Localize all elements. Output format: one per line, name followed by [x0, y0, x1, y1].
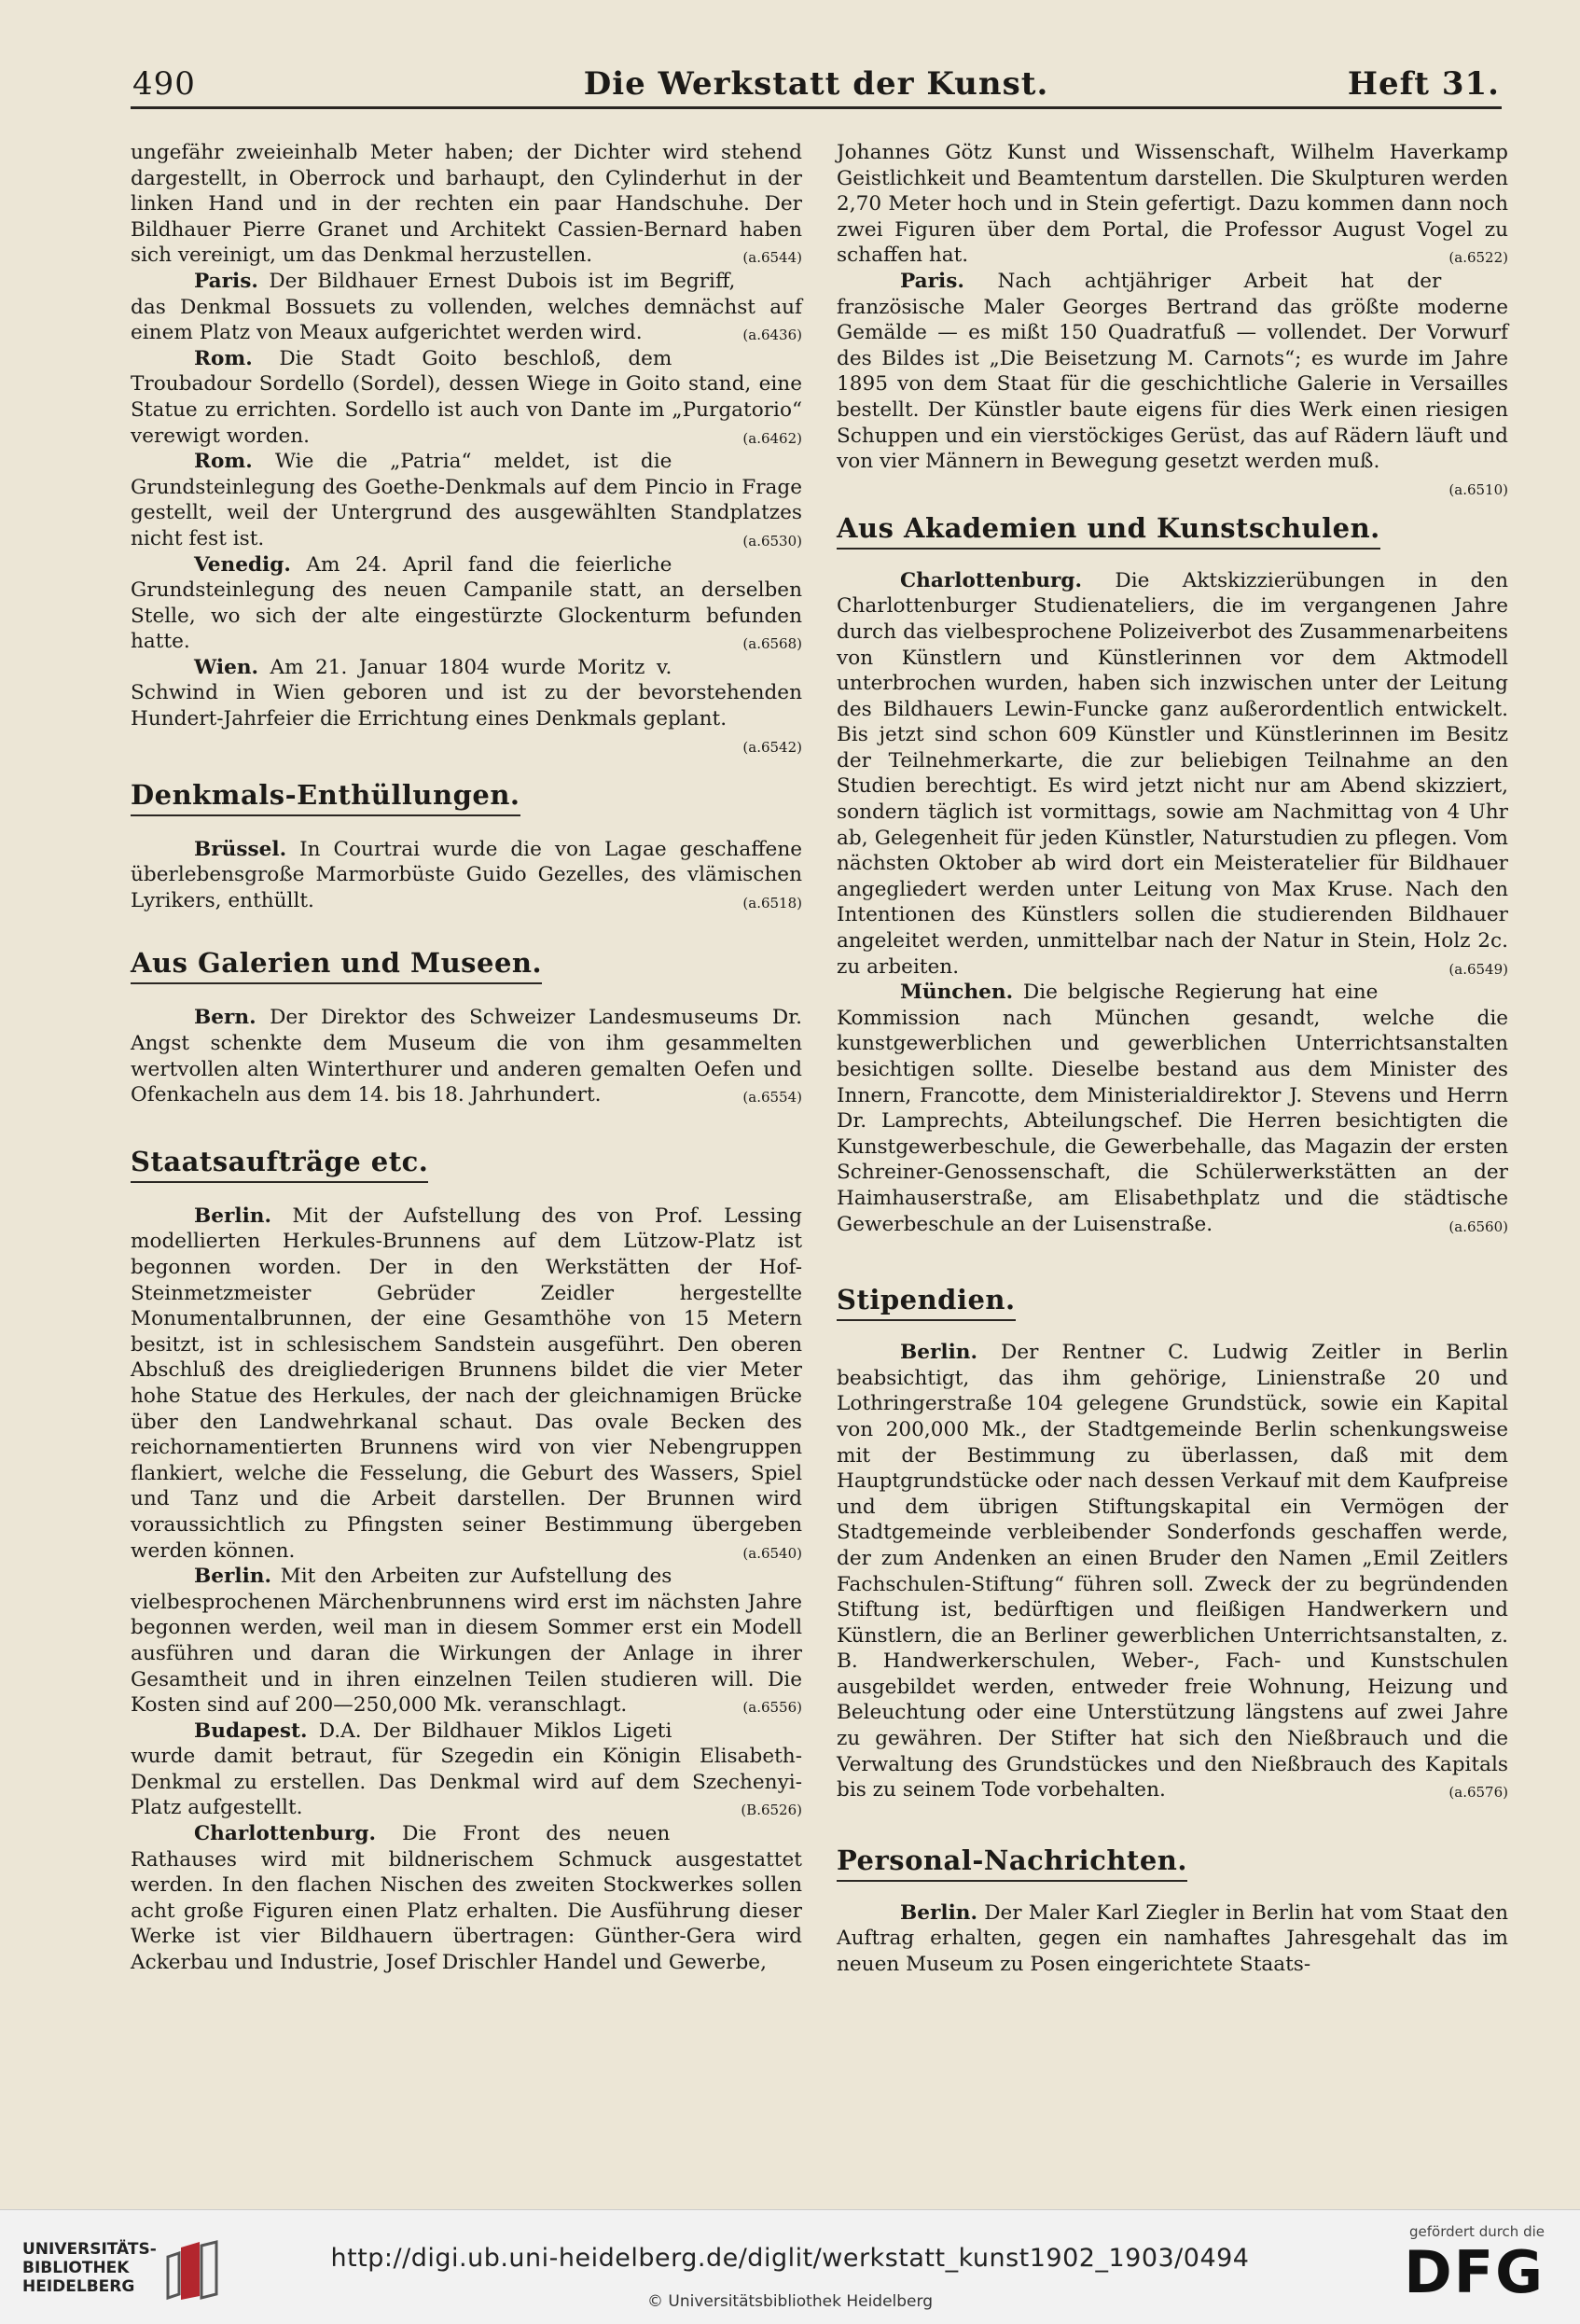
article-dateline: Budapest.	[194, 1719, 308, 1743]
section-heading-wrap	[837, 1284, 1508, 1321]
article-paragraph	[837, 1340, 1508, 1803]
article-text: ungefähr zweieinhalb Meter haben; der Dichter wird stehend dargestellt, in Oberrock und barhaupt, den Cylinderhut in der linken Hand und in der rechten ein paar Handschuhe. Der Bildhauer Pierre Granet und Architekt Cassien-Bernard haben sich vereinigt, um das Denkmal herzustellen.	[131, 141, 802, 268]
viewer-footer	[0, 2209, 1580, 2324]
article-reference: (a.6560)	[1448, 1218, 1508, 1235]
permalink-url[interactable]: http://digi.ub.uni-heidelberg.de/diglit/werkstatt_kunst1902_1903/0494	[330, 2244, 1250, 2273]
article-dateline: Wien.	[194, 655, 259, 679]
sponsor-note: gefördert durch die	[1409, 2223, 1545, 2240]
section-heading-wrap	[131, 1146, 802, 1183]
article-paragraph	[837, 980, 1508, 1237]
article-paragraph	[131, 655, 802, 756]
section-heading: Denkmals-Enthüllungen.	[131, 779, 520, 816]
article-reference: (a.6540)	[742, 1544, 802, 1562]
section-heading: Staatsaufträge etc.	[131, 1146, 428, 1183]
article-paragraph	[131, 1821, 802, 1976]
article-text: Der Direktor des Schweizer Landesmuseums Dr. Angst schenkte dem Museum die von ihm gesammelten wertvollen alten Winterthurer und anderen gemalten Oefen und Ofenkacheln aus dem 14. bis 18. Jahrhundert.	[131, 1006, 802, 1107]
article-paragraph	[131, 140, 802, 269]
article-reference: (a.6568)	[742, 635, 802, 653]
article-text: Johannes Götz Kunst und Wissenschaft, Wilhelm Haverkamp Geistlichkeit und Beamtentum darstellen. Die Skulpturen werden 2,70 Meter hoch und in Stein gefertigt. Dazu kommen dann noch zwei Figuren über dem Portal, die Professor August Vogel zu schaffen hat.	[837, 141, 1508, 268]
article-dateline: Charlottenburg.	[194, 1822, 377, 1846]
article-paragraph	[131, 269, 802, 346]
article-reference: (a.6554)	[742, 1089, 802, 1106]
section-heading: Aus Akademien und Kunstschulen.	[837, 512, 1380, 550]
article-text: D.A. Der Bildhauer Miklos Ligeti wurde damit betraut, für Szegedin ein Königin Elisabeth-Denkmal zu erstellen. Das Denkmal wird auf dem Szechenyi-Platz aufgestellt.	[131, 1719, 802, 1820]
article-reference: (a.6436)	[742, 327, 802, 344]
section-heading-wrap	[837, 1844, 1508, 1882]
article-text: Die Stadt Goito beschloß, dem Troubadour Sordello (Sordel), dessen Wiege in Goito stand, eine Statue zu errichten. Sordello ist auch von Dante im „Purgatorio“ verewigt worden.	[131, 346, 802, 448]
article-dateline: Paris.	[194, 269, 258, 293]
article-dateline: Berlin.	[900, 1341, 977, 1365]
article-text: Am 21. Januar 1804 wurde Moritz v. Schwind in Wien geboren und ist zu der bevorstehenden Hundert-Jahrfeier die Errichtung eines Denkmals geplant.	[131, 655, 802, 731]
article-reference: (a.6510)	[1448, 480, 1508, 498]
article-reference: (a.6462)	[742, 429, 802, 447]
article-paragraph	[131, 1719, 802, 1821]
left-column	[131, 140, 802, 1976]
running-header	[131, 62, 1502, 109]
article-dateline: Berlin.	[900, 1900, 977, 1925]
sponsor-logo-text: DFG	[1404, 2238, 1545, 2306]
article-text: Nach achtjähriger Arbeit hat der französische Maler Georges Bertrand das größte moderne Gemälde — es mißt 150 Quadratfuß — vollendet. Der Vorwurf des Bildes ist „Die Beisetzung M. Carnots“; es wurde im Jahre 1895 von dem Staat für die geschichtliche Galerie in Versailles bestellt. Der Künstler baute eigens für dies Werk einen riesigen Schuppen und ein vierstöckiges Gerüst, das auf Rädern läuft und von vier Männern in Bewegung gesetzt werden muß.	[837, 269, 1508, 474]
article-paragraph	[837, 1900, 1508, 1978]
article-text: Die Front des neuen Rathauses wird mit bildnerischem Schmuck ausgestattet werden. In den flachen Nischen des zweiten Stockwerkes sollen acht große Figuren einen Platz erhalten. Die Ausführung dieser Werke ist vier Bildhauern übertragen: Günther-Gera wird Ackerbau und Industrie, Josef Drischler Handel und Gewerbe,	[131, 1822, 802, 1975]
section-heading-wrap	[131, 947, 802, 984]
library-name-line: BIBLIOTHEK	[22, 2259, 130, 2277]
article-paragraph	[837, 568, 1508, 981]
article-paragraph	[131, 552, 802, 655]
article-dateline: München.	[900, 981, 1014, 1005]
article-reference: (a.6542)	[742, 738, 802, 756]
article-dateline: Brüssel.	[194, 837, 287, 861]
journal-title: Die Werkstatt der Kunst.	[583, 65, 1049, 103]
article-dateline: Venedig.	[194, 552, 291, 577]
article-dateline: Berlin.	[194, 1565, 271, 1589]
article-reference: (B.6526)	[741, 1802, 802, 1819]
article-text: Am 24. April fand die feierliche Grundsteinlegung des neuen Campanile statt, an derselben Stelle, wo sich der alte eingestürzte Glockenturm befunden hatte.	[131, 552, 802, 654]
page-number: 490	[132, 65, 196, 103]
article-reference: (a.6544)	[742, 249, 802, 267]
article-paragraph	[131, 1005, 802, 1107]
copyright-notice: © Universitätsbibliothek Heidelberg	[646, 2292, 933, 2311]
article-text: Der Bildhauer Ernest Dubois ist im Begriff, das Denkmal Bossuets zu vollenden, welches demnächst auf einem Platz von Meaux aufgerichtet werden wird.	[131, 269, 802, 345]
article-reference: (a.6556)	[742, 1699, 802, 1717]
article-reference: (a.6576)	[1448, 1784, 1508, 1802]
section-heading: Personal-Nachrichten.	[837, 1844, 1187, 1882]
right-column	[837, 140, 1508, 1978]
article-text: Mit den Arbeiten zur Aufstellung des vielbesprochenen Märchenbrunnens wird erst im nächsten Jahre begonnen werden, weil man in diesem Sommer erst ein Modell ausführen und daran die Wirkungen der Anlage in ihrer Gesamtheit und in ihren einzelnen Teilen studieren will. Die Kosten sind auf 200—250,000 Mk. veranschlagt.	[131, 1565, 802, 1718]
article-paragraph	[837, 140, 1508, 269]
article-reference: (a.6522)	[1448, 249, 1508, 267]
article-text: In Courtrai wurde die von Lagae geschaffene überlebensgroße Marmorbüste Guido Gezelles, des vlämischen Lyrikers, enthüllt.	[131, 837, 802, 912]
section-heading: Stipendien.	[837, 1284, 1016, 1321]
article-paragraph	[837, 269, 1508, 498]
article-paragraph	[131, 346, 802, 449]
article-text: Wie die „Patria“ meldet, ist die Grundsteinlegung des Goethe-Denkmals auf dem Pincio in Frage gestellt, weil der Untergrund des ausgewählten Standplatzes nicht fest ist.	[131, 450, 802, 550]
issue-number: Heft 31.	[1347, 65, 1500, 103]
article-text: Der Maler Karl Ziegler in Berlin hat vom Staat den Auftrag erhalten, gegen ein namhaftes Jahresgehalt das im neuen Museum zu Posen eingerichtete Staats-	[837, 1900, 1508, 1977]
article-reference: (a.6518)	[742, 894, 802, 912]
section-heading-wrap	[837, 512, 1508, 550]
dfg-logo	[1386, 2223, 1545, 2317]
section-heading-wrap	[131, 779, 802, 816]
article-dateline: Berlin.	[194, 1204, 271, 1228]
article-text: Mit der Aufstellung des von Prof. Lessing modellierten Herkules-Brunnens auf dem Lützow-Platz ist begonnen worden. Der in den Werkstätten der Hof-Steinmetzmeister Gebrüder Zeidler hergestellte Monumentalbrunnen, der eine Gesamthöhe von 15 Metern besitzt, ist in schlesischem Sandstein ausgeführt. Den oberen Abschluß des dreigliederigen Brunnens bildet die vier Meter hohe Statue des Herkules, der nach der gleichnamigen Brücke über den Landwehrkanal schaut. Das ovale Becken des reichornamentierten Brunnens wird von vier Nebengruppen flankiert, welche die Fesselung, die Geburt des Wassers, Spiel und Tanz und die Arbeit darstellen. Der Brunnen wird voraussichtlich zu Pfingsten seiner Bestimmung übergeben werden können.	[131, 1204, 802, 1563]
article-paragraph	[131, 1564, 802, 1719]
article-paragraph	[131, 837, 802, 914]
article-dateline: Bern.	[194, 1006, 256, 1030]
article-reference: (a.6530)	[742, 532, 802, 550]
library-name-line: UNIVERSITÄTS-	[22, 2240, 157, 2259]
article-dateline: Rom.	[194, 346, 253, 370]
section-heading: Aus Galerien und Museen.	[131, 947, 542, 984]
article-text: Die Aktskizzierübungen in den Charlottenburger Studienateliers, die im vergangenen Jahre durch das vielbesprochene Polizeiverbot des Zusammenarbeitens von Künstlern und Künstlerinnen vor dem Aktmodell unterbrochen wurden, haben sich inzwischen unter der Leitung des Bildhauers Lewin-Funcke ganz außerordentlich entwickelt. Bis jetzt sind schon 609 Künstler und Künstlerinnen im Besitz der Teilnehmerkarte, die zur beliebigen Teilnahme an den Studien berechtigt. Es wird jetzt nicht nur am Abend skizziert, sondern täglich ist vormittags, sowie am Nachmittag von 4 Uhr ab, Gelegenheit für jeden Künstler, Naturstudien zu pflegen. Vom nächsten Oktober ab wird dort ein Meisteratelier für Bildhauer angegliedert werden unter Leitung von Max Kruse. Nach den Intentionen des Künstlers sollen die studierenden Bildhauer angeleitet werden, unmittelbar nach der Natur in Stein, Holz 2c. zu arbeiten.	[837, 568, 1508, 979]
article-dateline: Paris.	[900, 269, 964, 293]
article-reference: (a.6549)	[1448, 960, 1508, 978]
library-name-line: HEIDELBERG	[22, 2277, 135, 2296]
article-text: Die belgische Regierung hat eine Kommission nach München gesandt, welche die kunstgewerblichen und gewerblichen Unterrichtsanstalten besichtigen sollte. Dieselbe bestand aus dem Minister des Innern, Francotte, dem Ministerialdirektor J. Stevens und Herrn Dr. Lamprechts, Abteilungschef. Die Herren besichtigten die Kunstgewerbeschule, die Gewerbehalle, das Magazin der ersten Schreiner-Genossenschaft, die Schülerwerkstätten an der Haimhauserstraße, am Elisabethplatz und die städtische Gewerbeschule an der Luisenstraße.	[837, 981, 1508, 1236]
article-paragraph	[131, 449, 802, 551]
article-dateline: Rom.	[194, 450, 253, 474]
article-dateline: Charlottenburg.	[900, 568, 1083, 592]
article-text: Der Rentner C. Ludwig Zeitler in Berlin beabsichtigt, das ihm gehörige, Linienstraße 20 und Lothringerstraße 104 gelegene Grundstück, sowie ein Kapital von 200,000 Mk., der Stadtgemeinde Berlin schenkungsweise mit der Bestimmung zu überlassen, daß mit dem Hauptgrundstücke oder nach dessen Verkauf mit dem Kaufpreise und dem übrigen Stiftungskapital ein Vermögen der Stadtgemeinde verbleibender Sonderfonds geschaffen werde, der zum Andenken an einen Bruder den Namen „Emil Zeitlers Fachschulen-Stiftung“ führen soll. Zweck der zu begründenden Stiftung ist, bedürftigen und fleißigen Handwerkern und Künstlern, die an Berliner gewerblichen Unterrichtsanstalten, z. B. Handwerkerschulen, Weber-, Fach- und Kunstschulen ausgebildet werden, entweder freie Wohnung, Heizung und Beleuchtung oder eine Unterstützung längstens auf zwei Jahre zu gewähren. Der Stifter hat sich den Nießbrauch und die Verwaltung des Grundstückes und den Nießbrauch des Kapitals bis zu seinem Tode vorbehalten.	[837, 1341, 1508, 1802]
article-paragraph	[131, 1204, 802, 1564]
